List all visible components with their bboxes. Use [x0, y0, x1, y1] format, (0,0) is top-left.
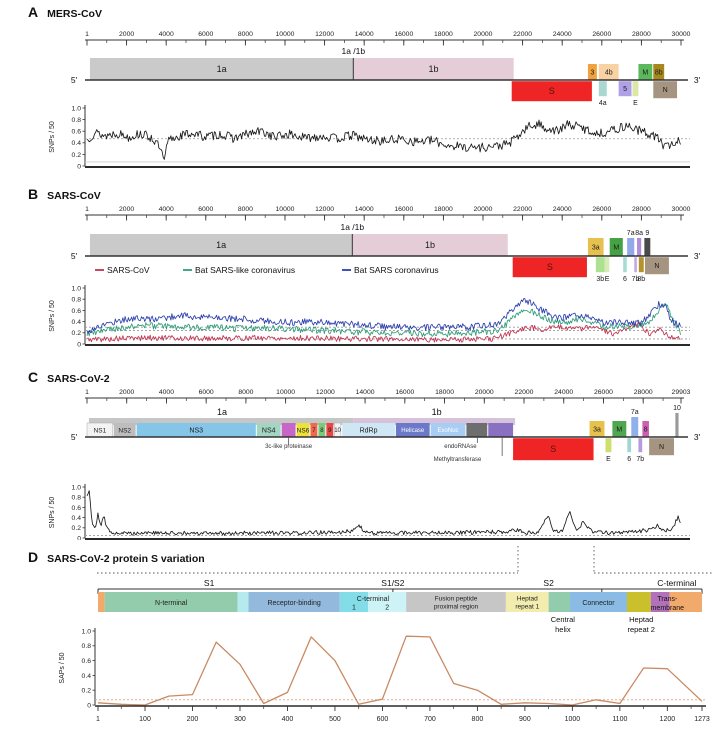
gene-label: S — [548, 86, 555, 97]
series-SAPs — [98, 636, 702, 705]
ruler-label: 14000 — [355, 389, 375, 396]
ytick-label: 1.0 — [71, 105, 81, 113]
segment-below-label: helix — [555, 625, 571, 634]
ytick-label: 0 — [87, 702, 91, 710]
ytick-label: 0.6 — [71, 128, 81, 136]
gene-label: 7b — [631, 276, 640, 283]
region-label: 1b — [431, 407, 442, 417]
gene-label: NS3 — [189, 427, 204, 435]
gene-label: S — [550, 444, 557, 455]
segment-block — [238, 592, 249, 612]
segment-label: repeat 1 — [515, 603, 540, 611]
three-prime-label: 3' — [693, 432, 701, 442]
ruler-label: 10000 — [275, 206, 295, 213]
ytick-label: 1.0 — [71, 484, 81, 492]
annotation: Methyltransferase — [433, 457, 482, 463]
gene-label: 8b — [654, 69, 663, 77]
gene-label: ExoNuc — [437, 428, 459, 435]
gene-label: E — [604, 276, 610, 283]
gene-label: 6 — [623, 276, 627, 283]
ruler-label: 26000 — [594, 389, 613, 396]
ytick-label: 0.4 — [81, 672, 91, 680]
y-axis-title: SNPs / 50 — [49, 496, 56, 529]
segment-below-label: Central — [550, 615, 575, 624]
gene-E — [632, 81, 638, 96]
ruler-label: 14000 — [354, 31, 374, 38]
series-Bat SARS-like coronavirus — [87, 304, 681, 337]
ruler-label: 26000 — [592, 31, 612, 38]
ruler-label: 10000 — [275, 31, 295, 38]
panel-c-gene-map — [71, 405, 701, 463]
ruler-label: 16000 — [395, 389, 415, 396]
y-axis-title: SNPs / 50 — [49, 121, 56, 153]
panel-d-title: SARS-CoV-2 protein S variation — [47, 553, 205, 565]
ruler-label: 4000 — [158, 206, 174, 213]
region-label: 1a — [217, 407, 228, 417]
ruler-label: 18000 — [433, 206, 453, 213]
ruler-label: 24000 — [552, 31, 572, 38]
panel-a-ruler — [85, 31, 691, 46]
gene-7b — [638, 438, 642, 452]
gene-3b — [596, 257, 605, 272]
gene-box — [488, 423, 513, 437]
bracket-label: S1/S2 — [381, 578, 405, 588]
five-prime-label: 5' — [70, 432, 78, 442]
legend-label: SARS-CoV — [107, 265, 150, 275]
ytick-label: 0.8 — [71, 494, 81, 502]
gene-label: E — [606, 456, 611, 463]
ruler-label: 6000 — [198, 389, 214, 396]
gene-label: 3b — [596, 276, 605, 283]
ruler-label: 28000 — [631, 31, 651, 38]
five-prime-label: 5' — [70, 75, 78, 85]
gene-label: NS6 — [296, 427, 310, 435]
xtick-label: 100 — [139, 716, 151, 723]
gene-label: 8 — [320, 428, 324, 435]
ruler-label: 16000 — [394, 206, 414, 213]
panel-a-title: MERS-CoV — [47, 8, 102, 20]
ruler-label: 12000 — [315, 206, 335, 213]
gene-label: 7 — [312, 428, 316, 435]
gene-E — [605, 438, 611, 452]
ytick-label: 0.4 — [71, 319, 81, 326]
xtick-label: 700 — [424, 716, 436, 723]
panel-c-plot — [49, 484, 690, 540]
gene-label: NS4 — [261, 427, 276, 435]
xtick-label: 1000 — [564, 716, 581, 723]
xtick-label: 1200 — [659, 716, 676, 723]
xtick-label: 1273 — [694, 716, 710, 723]
xtick-label: 600 — [376, 716, 389, 723]
ruler-label: 30000 — [671, 206, 691, 213]
ruler-label: 8000 — [237, 206, 253, 213]
ytick-label: 0 — [77, 535, 81, 540]
segment-over-label: membrane — [650, 605, 685, 612]
ruler-label: 30000 — [671, 31, 691, 38]
gene-label: 1b — [425, 240, 436, 251]
xtick-label: 300 — [234, 716, 246, 723]
gene-label: 6 — [627, 456, 632, 463]
ruler-label: 1 — [85, 31, 89, 38]
ytick-label: 1.0 — [81, 628, 91, 636]
gene-label: 1b — [428, 64, 439, 75]
segment-block — [549, 592, 570, 612]
segment-label: Connector — [582, 600, 615, 607]
gene-6 — [623, 257, 627, 272]
ruler-label: 1 — [85, 389, 89, 396]
gene-4a — [599, 81, 607, 96]
ruler-label: 18000 — [435, 389, 455, 396]
gene-label: 7a — [630, 409, 639, 416]
ytick-label: 1.0 — [71, 285, 81, 293]
panel-a-gene-map — [71, 46, 701, 107]
gene-label: 9 — [328, 428, 332, 435]
gene-7a — [627, 238, 634, 256]
gene-label: M — [613, 244, 620, 252]
ruler-label: 1 — [85, 206, 89, 213]
segment-below-label: repeat 2 — [627, 625, 655, 634]
connector-lines — [97, 546, 713, 573]
panel-b-ruler — [85, 206, 691, 221]
xtick-label: 500 — [329, 716, 341, 723]
ruler-label: 24000 — [552, 206, 572, 213]
y-axis-title: SAPs / 50 — [59, 652, 66, 684]
xtick-label: 900 — [519, 716, 531, 723]
ruler-label: 22000 — [513, 206, 533, 213]
segment-label: Heptad — [516, 595, 538, 603]
gene-label: 7b — [636, 456, 645, 463]
gene-8a — [637, 238, 641, 256]
gene-box — [466, 423, 487, 437]
xtick-label: 1 — [96, 716, 100, 723]
ruler-label: 2000 — [119, 206, 135, 213]
ytick-label: 0.6 — [71, 307, 81, 315]
segment-label: N-terminal — [154, 600, 188, 607]
gene-label: N — [659, 444, 665, 452]
panel-b-plot — [49, 285, 690, 348]
ruler-label: 22000 — [514, 389, 534, 396]
protein-map — [98, 578, 702, 634]
ruler-label: 24000 — [554, 389, 574, 396]
gene-label: 4b — [604, 69, 613, 77]
gene-label: N — [662, 87, 668, 95]
ruler-label: 14000 — [354, 206, 374, 213]
gene-label: 5 — [623, 86, 628, 94]
ruler-label: 16000 — [394, 31, 414, 38]
gene-box — [282, 423, 296, 437]
ytick-label: 0.8 — [71, 117, 81, 124]
gene-label: N — [654, 263, 660, 271]
bracket-label: S1 — [203, 578, 215, 588]
gene-label: 1a — [216, 64, 227, 75]
ruler-label: 10000 — [276, 389, 296, 396]
ruler-label: 29903 — [671, 389, 691, 396]
gene-7b — [634, 257, 637, 272]
ytick-label: 0.8 — [71, 296, 81, 304]
segment-span-label: C-terminal — [356, 596, 390, 603]
gene-label: 10 — [334, 428, 341, 435]
ruler-label: 6000 — [198, 206, 214, 213]
gene-label: 10 — [673, 405, 681, 412]
annotation: endoRNAse — [444, 444, 477, 450]
panel-c-letter: C — [28, 369, 39, 385]
ytick-label: 0.6 — [81, 658, 91, 665]
panel-c-title: SARS-CoV-2 — [47, 373, 110, 385]
ruler-label: 8000 — [237, 31, 253, 38]
gene-10 — [675, 413, 678, 437]
xtick-label: 1100 — [612, 716, 628, 723]
ytick-label: 0.8 — [81, 643, 91, 651]
ruler-label: 2000 — [119, 389, 135, 396]
five-prime-label: 5' — [70, 251, 78, 261]
panel-d-letter: D — [28, 549, 39, 565]
junction-label: 1a /1b — [341, 46, 366, 56]
ytick-label: 0.4 — [71, 140, 81, 148]
panel-c-canvas — [0, 365, 720, 540]
ytick-label: 0 — [77, 163, 81, 171]
panel-b-letter: B — [28, 186, 39, 202]
ruler-label: 12000 — [315, 31, 335, 38]
ytick-label: 0 — [77, 341, 81, 349]
panel-a-plot — [49, 105, 690, 170]
gene-label: M — [642, 69, 649, 77]
ruler-label: 20000 — [473, 31, 493, 38]
ruler-label: 12000 — [315, 389, 335, 396]
gene-label: 8a — [635, 230, 644, 237]
ruler-label: 26000 — [592, 206, 612, 213]
xtick-label: 200 — [186, 716, 199, 723]
gene-label: 4a — [598, 100, 607, 107]
ruler-label: 18000 — [433, 31, 453, 38]
ruler-label: 20000 — [473, 206, 493, 213]
gene-label: NS2 — [118, 427, 132, 435]
xtick-label: 800 — [471, 716, 484, 723]
ruler-label: 4000 — [158, 389, 175, 396]
segment-label: Fusion peptide — [434, 595, 478, 603]
gene-label: 3 — [590, 69, 595, 77]
xtick-label: 400 — [281, 716, 294, 723]
bracket-label: S2 — [543, 578, 554, 588]
gene-7a — [631, 417, 638, 437]
series-SARS-CoV-2 — [87, 491, 680, 536]
gene-6 — [627, 438, 631, 452]
ytick-label: 0.2 — [71, 151, 81, 159]
gene-label: 7a — [626, 230, 635, 237]
legend-label: Bat SARS-like coronavirus — [195, 265, 296, 275]
panel-b-canvas — [0, 182, 720, 365]
ruler-label: 8000 — [238, 389, 254, 396]
gene-label: S — [546, 262, 553, 273]
ytick-label: 0.4 — [71, 515, 81, 522]
gene-label: 3a — [593, 426, 601, 434]
annotation: 3c-like proteinase — [265, 444, 313, 450]
ytick-label: 0.6 — [71, 504, 81, 512]
ruler-label: 6000 — [198, 31, 214, 38]
segment-block — [627, 592, 651, 612]
gene-label: 9 — [645, 230, 650, 237]
gene-label: 3a — [591, 244, 600, 252]
gene-label: 8 — [643, 426, 648, 434]
panel-a-letter: A — [28, 4, 39, 20]
junction-label: 1a /1b — [340, 222, 365, 232]
gene-label: NS1 — [93, 427, 107, 435]
segment-below-label: Heptad — [629, 615, 654, 624]
gene-label: M — [616, 426, 623, 434]
segment-label: proximal region — [433, 603, 479, 611]
panel-d-canvas — [0, 540, 720, 741]
three-prime-label: 3' — [693, 251, 701, 261]
panel-c-ruler — [85, 389, 691, 404]
series-MERS-CoV — [87, 120, 681, 159]
segment-sub-label: 2 — [385, 604, 390, 612]
segment-sub-label: 1 — [351, 604, 356, 612]
gene-label: Helicase — [401, 428, 425, 435]
gene-label: E — [633, 100, 638, 107]
three-prime-label: 3' — [693, 75, 701, 85]
panel-d-plot — [59, 628, 710, 723]
panel-b-title: SARS-CoV — [47, 190, 101, 202]
ruler-label: 4000 — [158, 31, 174, 38]
gene-label: RdRp — [359, 427, 378, 435]
y-axis-title: SNPs / 50 — [49, 300, 56, 332]
ruler-label: 2000 — [119, 31, 135, 38]
panel-a-canvas — [0, 0, 720, 182]
ruler-label: 28000 — [631, 206, 651, 213]
ytick-label: 0.2 — [71, 330, 81, 338]
bracket-label: C-terminal — [657, 578, 697, 588]
gene-label: 1a — [216, 240, 227, 251]
ruler-label: 22000 — [513, 31, 533, 38]
segment-label: Receptor-binding — [267, 600, 321, 607]
gene-E — [605, 257, 610, 272]
segment-over-label: Trans- — [657, 596, 678, 603]
legend-label: Bat SARS coronavirus — [354, 265, 439, 275]
ruler-label: 20000 — [474, 389, 494, 396]
gene-8b — [639, 257, 644, 272]
segment-block — [98, 592, 105, 612]
gene-9 — [644, 238, 650, 256]
ytick-label: 0.2 — [71, 525, 81, 533]
ytick-label: 0.2 — [81, 687, 91, 695]
ruler-label: 28000 — [633, 389, 653, 396]
gene-label: 8b — [637, 276, 646, 283]
legend — [95, 265, 439, 275]
